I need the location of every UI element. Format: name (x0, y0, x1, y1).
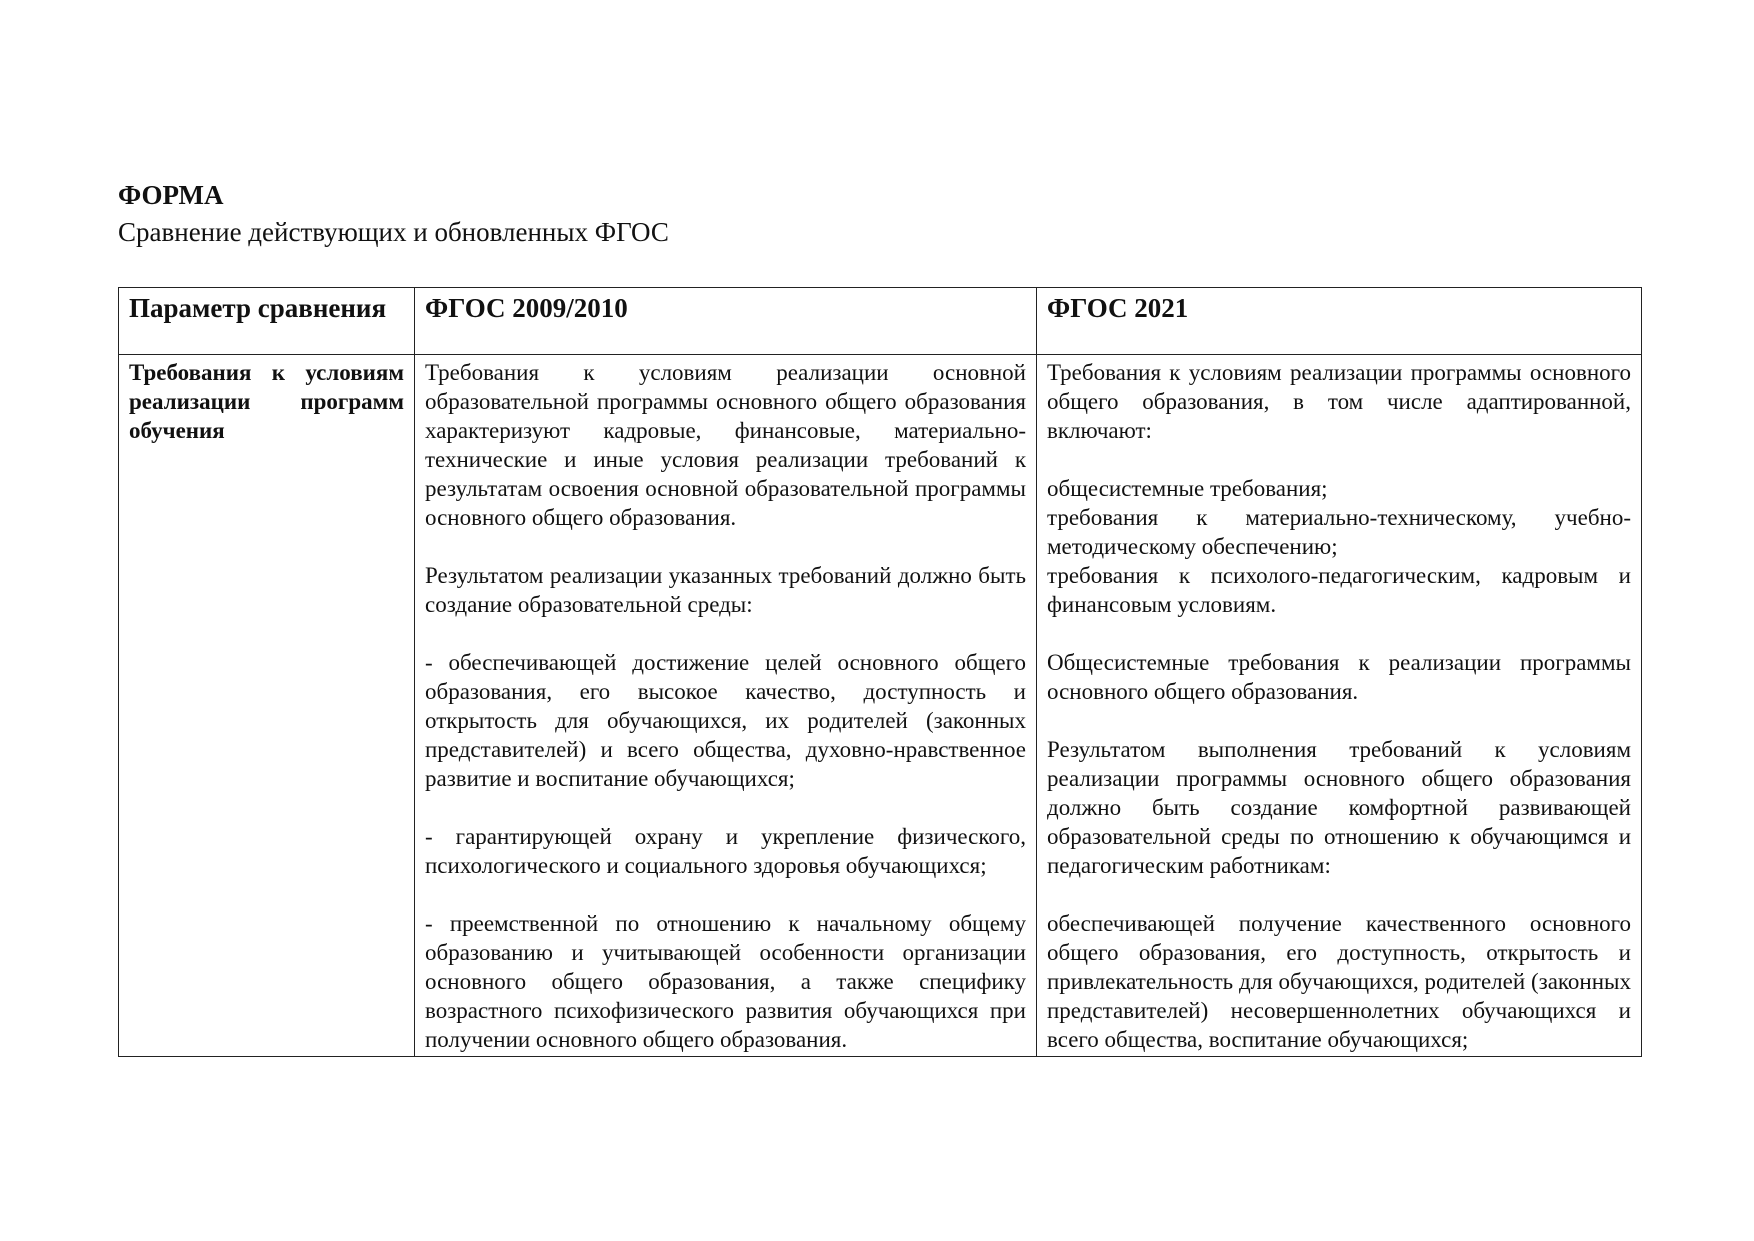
paragraph: требования к материально-техническому, учебно-методическому обеспечению; (1047, 505, 1631, 559)
row-fgos-2009-cell (415, 355, 1037, 1057)
paragraph: общесистемные требования; (1047, 476, 1328, 501)
paragraph: Требования к условиям реализации программы основного общего образования, в том числе адаптированной, включают: (1047, 360, 1631, 443)
page-subtitle: Сравнение действующих и обновленных ФГОС (118, 217, 669, 247)
paragraph: Результатом выполнения требований к условиям реализации программы основного общего образования должно быть создание комфортной развивающей образовательной среды по отношению к обучающимся и педагогическим работникам: (1047, 737, 1631, 878)
paragraph: обеспечивающей получение качественного основного общего образования, его доступность, открытость и привлекательность для обучающихся, родителей (законных представителей) несовершеннолетних обучающихся и всего общества, воспитание обучающихся; (1047, 911, 1631, 1052)
comparison-table (118, 287, 1642, 1057)
table-row (119, 355, 1642, 1057)
paragraph: - обеспечивающей достижение целей основного общего образования, его высокое качество, доступность и открытость для обучающихся, их родителей (законных представителей) и всего общества, духовно-нравственное развитие и воспитание обучающихся; (425, 650, 1026, 791)
row-fgos-2021-cell (1037, 355, 1642, 1057)
paragraph: Результатом реализации указанных требований должно быть создание образовательной среды: (425, 563, 1026, 617)
header-fgos-2021: ФГОС 2021 (1037, 288, 1642, 355)
paragraph: Требования к условиям реализации основной образовательной программы основного общего образования характеризуют кадровые, финансовые, материально-технические и иные условия реализации требований к результатам освоения основной образовательной программы основного общего образования. (425, 360, 1026, 530)
page-title: ФОРМА (118, 180, 224, 210)
paragraph: - преемственной по отношению к начальному общему образованию и учитывающей особенности организации основного общего образования, а также специфику возрастного психофизического развития обучающихся при получении основного общего образования. (425, 911, 1026, 1052)
header-fgos-2009: ФГОС 2009/2010 (415, 288, 1037, 355)
paragraph: требования к психолого-педагогическим, кадровым и финансовым условиям. (1047, 563, 1631, 617)
header-param: Параметр сравнения (119, 288, 415, 355)
paragraph: Общесистемные требования к реализации программы основного общего образования. (1047, 650, 1631, 704)
row-param-cell: Требования к условиям реализации программ обучения (119, 355, 415, 1057)
table-header-row (119, 288, 1642, 355)
paragraph: - гарантирующей охрану и укрепление физического, психологического и социального здоровья обучающихся; (425, 824, 1026, 878)
